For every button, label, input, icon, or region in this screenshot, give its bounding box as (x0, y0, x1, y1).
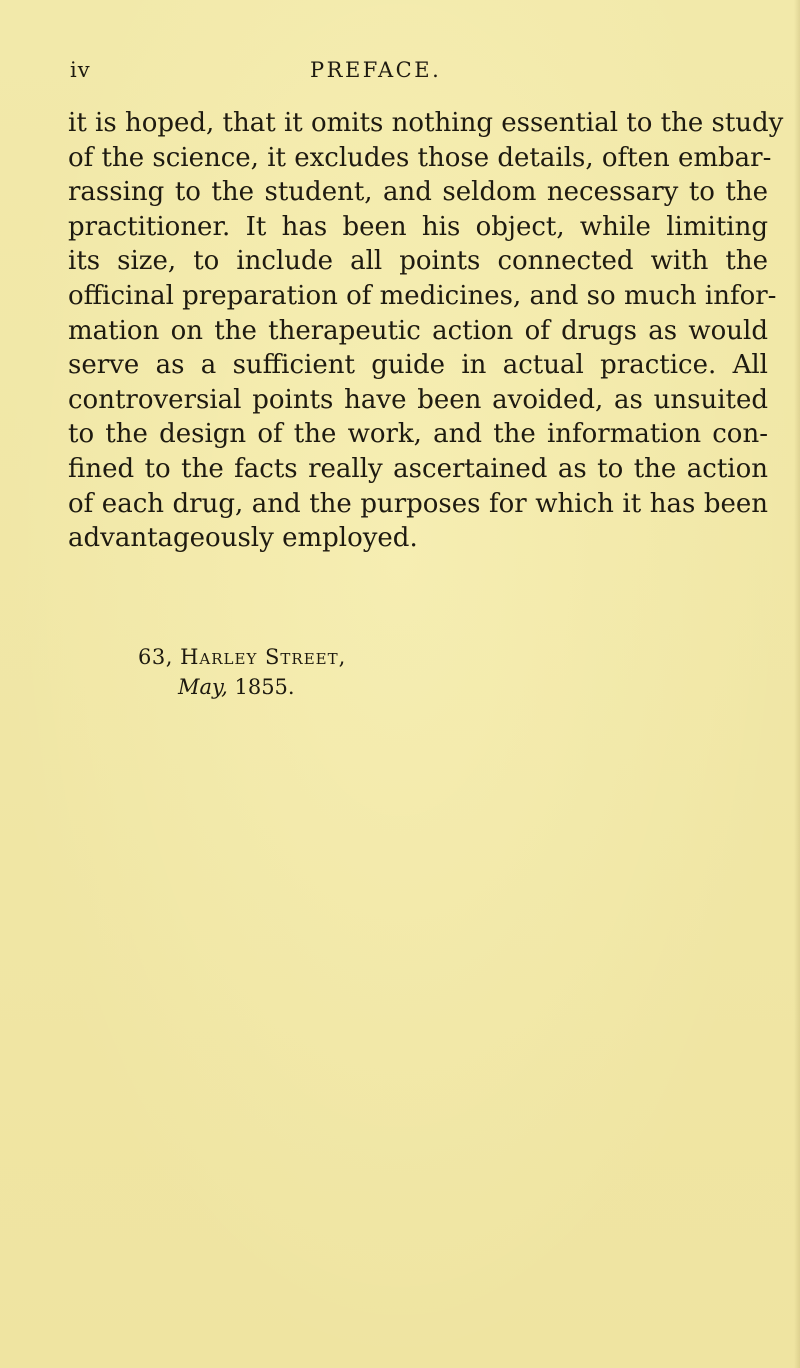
text-line: mation on the therapeutic action of drugs as would (68, 315, 768, 346)
signature-address (138, 642, 346, 672)
text-line: of the science, it excludes those details, often embar- (68, 142, 772, 173)
page-number: iv (70, 58, 91, 82)
text-line: serve as a sufficient guide in actual practice. All (68, 350, 768, 381)
page-edge-shadow (794, 0, 800, 1368)
date-month: May, (178, 675, 228, 699)
text-line: to the design of the work, and the information con- (68, 419, 768, 450)
running-title: PREFACE. (310, 58, 442, 82)
preface-paragraph (68, 106, 784, 556)
text-line: practitioner. It has been his object, while limiting (68, 211, 768, 242)
text-line: it is hoped, that it omits nothing essential to the study (68, 108, 784, 138)
address-number: 63, (138, 645, 173, 669)
text-line: advantageously employed. (68, 523, 418, 554)
text-line: of each drug, and the purposes for which it has been (68, 488, 768, 519)
address-street: Harley Street, (180, 645, 347, 669)
text-line: rassing to the student, and seldom necessary to the (68, 177, 768, 208)
text-line: fined to the facts really ascertained as to the action (68, 453, 768, 484)
text-line: its size, to include all points connected with the (68, 246, 768, 277)
signature-date (138, 672, 346, 702)
text-line: officinal preparation of medicines, and so much infor- (68, 280, 777, 311)
running-header (70, 58, 760, 88)
date-year: 1855. (234, 675, 295, 699)
signature-block (138, 642, 346, 702)
text-line: controversial points have been avoided, as unsuited (68, 384, 768, 415)
